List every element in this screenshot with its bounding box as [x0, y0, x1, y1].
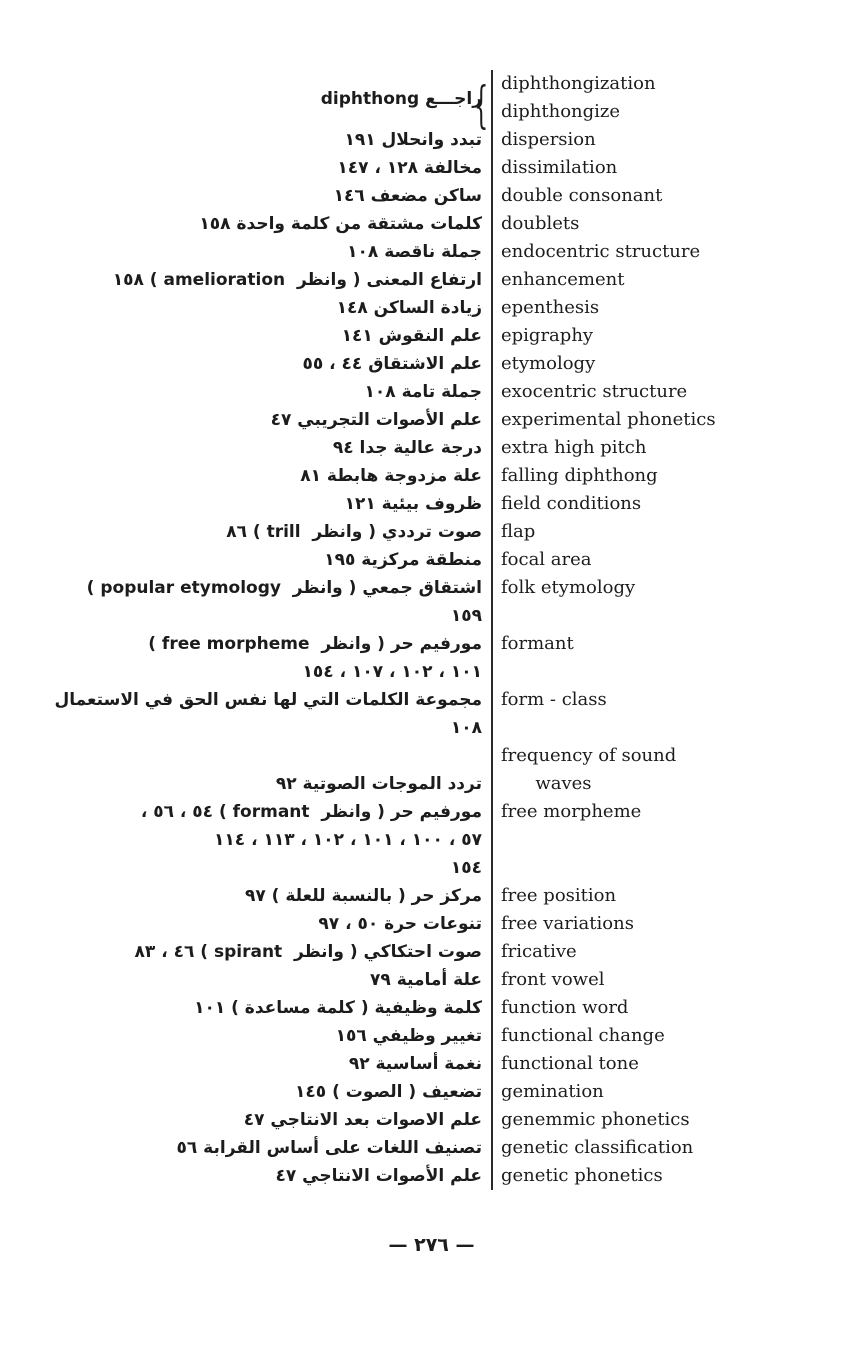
- arabic-translation: تنوعات حرة ٥٠ ، ٩٧: [318, 914, 482, 934]
- entry-row: [0, 574, 863, 630]
- entry-row: [0, 1022, 863, 1050]
- header-term-1: diphthongization: [501, 73, 656, 94]
- arabic-translation: مورفيم حر ( وانظر formant ) ٥٤ ، ٥٦ ،: [140, 802, 482, 822]
- english-term: field conditions: [501, 493, 642, 514]
- header-term-2: diphthongize: [501, 101, 621, 122]
- arabic-translation: ظروف بيئية ١٢١: [344, 494, 482, 514]
- arabic-translation: مورفيم حر ( وانظر free morpheme ): [148, 634, 482, 654]
- arabic-translation: كلمة وظيفية ( كلمة مساعدة ) ١٠١: [194, 998, 482, 1018]
- entry-row: [0, 350, 863, 378]
- arabic-translation: علة أمامية ٧٩: [370, 970, 482, 990]
- english-term: form - class: [501, 689, 607, 710]
- english-term: dissimilation: [501, 157, 618, 178]
- english-term: exocentric structure: [501, 381, 688, 402]
- entry-row: [0, 630, 863, 686]
- arabic-continuation: ١٠٨: [450, 718, 482, 738]
- arabic-translation: مجموعة الكلمات التي لها نفس الحق في الاستعمال: [54, 690, 482, 710]
- english-term: enhancement: [501, 269, 625, 290]
- arabic-translation: مخالفة ١٢٨ ، ١٤٧: [337, 158, 482, 178]
- english-term: functional change: [501, 1025, 665, 1046]
- arabic-translation: علم الأصوات التجريبي ٤٧: [270, 410, 482, 430]
- entry-row: [0, 1134, 863, 1162]
- english-term: gemination: [501, 1081, 604, 1102]
- english-term: frequency of sound waves: [501, 745, 677, 794]
- column-divider: [491, 70, 493, 1190]
- english-term: etymology: [501, 353, 596, 374]
- arabic-continuation: ٥٧ ، ١٠٠ ، ١٠١ ، ١٠٢ ، ١١٣ ، ١١٤: [214, 830, 482, 850]
- arabic-translation: جملة تامة ١٠٨: [364, 382, 482, 402]
- english-term: dispersion: [501, 129, 596, 150]
- arabic-translation: تصنيف اللغات على أساس القرابة ٥٦: [176, 1138, 482, 1158]
- entry-row: [0, 518, 863, 546]
- arabic-translation: اشتقاق جمعي ( وانظر popular etymology ): [86, 578, 482, 598]
- entry-row: [0, 490, 863, 518]
- entry-row: [0, 686, 863, 742]
- arabic-continuation: تردد الموجات الصوتية ٩٢: [275, 774, 482, 794]
- arabic-translation: علم الاصوات بعد الانتاجي ٤٧: [243, 1110, 482, 1130]
- grouping-brace: {: [474, 76, 489, 134]
- arabic-translation: مركز حر ( بالنسبة للعلة ) ٩٧: [244, 886, 482, 906]
- entry-row: [0, 1106, 863, 1134]
- english-term: focal area: [501, 549, 592, 570]
- page-number: — ٢٧٦ —: [388, 1234, 475, 1256]
- arabic-translation: جملة ناقصة ١٠٨: [347, 242, 482, 262]
- arabic-translation: ارتفاع المعنى ( وانظر amelioration ) ١٥٨: [112, 270, 482, 290]
- english-term: formant: [501, 633, 574, 654]
- english-term: genetic classification: [501, 1137, 694, 1158]
- english-term: epenthesis: [501, 297, 600, 318]
- entry-row: [0, 1162, 863, 1190]
- entry-row: [0, 1050, 863, 1078]
- entry-row: [0, 462, 863, 490]
- entry-row: [0, 238, 863, 266]
- entry-row: [0, 434, 863, 462]
- arabic-translation: علم الاشتقاق ٤٤ ، ٥٥: [302, 354, 482, 374]
- entry-row: [0, 210, 863, 238]
- english-term: flap: [501, 521, 536, 542]
- english-term: doublets: [501, 213, 580, 234]
- english-term: experimental phonetics: [501, 409, 716, 430]
- english-term: free morpheme: [501, 801, 642, 822]
- arabic-translation: تغيير وظيفي ١٥٦: [335, 1026, 482, 1046]
- english-term: free variations: [501, 913, 634, 934]
- entry-row: [0, 910, 863, 938]
- arabic-translation: صوت احتكاكي ( وانظر spirant ) ٤٦ ، ٨٣: [134, 942, 482, 962]
- arabic-translation: زيادة الساكن ١٤٨: [336, 298, 482, 318]
- arabic-continuation: ١٥٩: [450, 606, 482, 626]
- english-term: extra high pitch: [501, 437, 647, 458]
- entry-row: [0, 182, 863, 210]
- arabic-translation: نغمة أساسية ٩٢: [348, 1054, 482, 1074]
- entry-row: [0, 1078, 863, 1106]
- english-term: genemmic phonetics: [501, 1109, 690, 1130]
- arabic-continuation: ١٥٤: [450, 858, 482, 878]
- arabic-translation: تضعيف ( الصوت ) ١٤٥: [295, 1082, 482, 1102]
- english-term: genetic phonetics: [501, 1165, 663, 1186]
- english-term: epigraphy: [501, 325, 594, 346]
- english-term: double consonant: [501, 185, 663, 206]
- entry-row: [0, 406, 863, 434]
- entry-row: [0, 798, 863, 882]
- entry-row: [0, 154, 863, 182]
- english-term: front vowel: [501, 969, 605, 990]
- entry-row: [0, 294, 863, 322]
- header-cross-reference: راجـــع diphthong: [320, 89, 482, 109]
- arabic-translation: علم النقوش ١٤١: [341, 326, 482, 346]
- entry-row: [0, 126, 863, 154]
- english-term: endocentric structure: [501, 241, 701, 262]
- arabic-translation: صوت ترددي ( وانظر trill ) ٨٦: [226, 522, 482, 542]
- entry-row: [0, 938, 863, 966]
- entry-row: [0, 266, 863, 294]
- entry-row: [0, 378, 863, 406]
- arabic-translation: علم الأصوات الانتاجي ٤٧: [275, 1166, 482, 1186]
- entry-row: [0, 546, 863, 574]
- english-term: function word: [501, 997, 629, 1018]
- arabic-translation: ساكن مضعف ١٤٦: [333, 186, 482, 206]
- arabic-translation: منطقة مركزية ١٩٥: [324, 550, 482, 570]
- entry-row: [0, 742, 863, 798]
- arabic-translation: تبدد وانحلال ١٩١: [344, 130, 482, 150]
- arabic-translation: كلمات مشتقة من كلمة واحدة ١٥٨: [199, 214, 482, 234]
- entry-row: [0, 966, 863, 994]
- entry-row: [0, 882, 863, 910]
- arabic-continuation: ١٠١ ، ١٠٢ ، ١٠٧ ، ١٥٤: [302, 662, 482, 682]
- english-term: functional tone: [501, 1053, 639, 1074]
- entry-row: [0, 994, 863, 1022]
- entry-row: [0, 322, 863, 350]
- english-term: folk etymology: [501, 577, 636, 598]
- english-term: falling diphthong: [501, 465, 658, 486]
- english-term: fricative: [501, 941, 577, 962]
- arabic-translation: درجة عالية جدا ٩٤: [332, 438, 482, 458]
- english-term: free position: [501, 885, 617, 906]
- arabic-translation: علة مزدوجة هابطة ٨١: [300, 466, 482, 486]
